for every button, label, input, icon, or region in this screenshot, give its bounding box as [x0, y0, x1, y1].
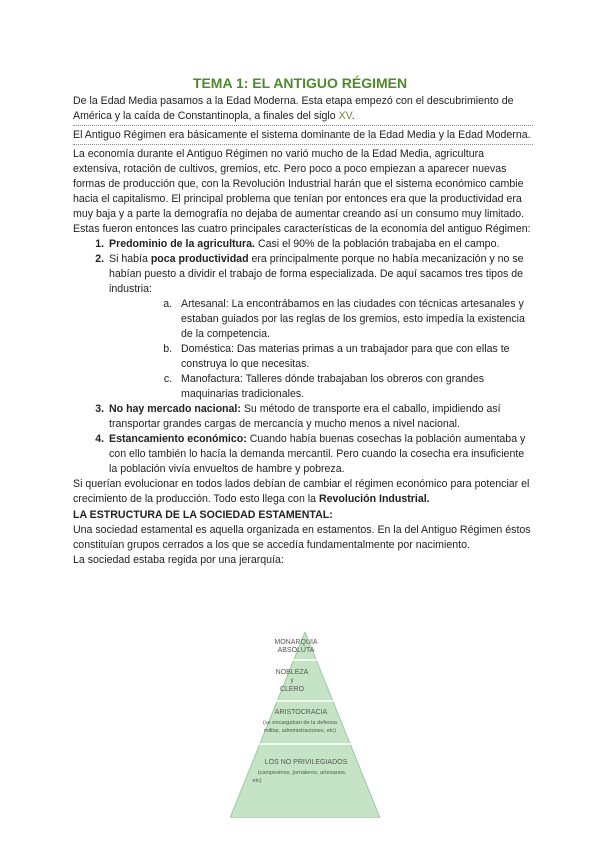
- intro-paragraph-3: La economía durante el Antiguo Régimen no varió mucho de la Edad Media, agricultura extensiva, rotación de cultivos, gremios, etc. Pero poco a poco empiezan a aparecer nuevas formas de producción que, con la Revolución Industrial harán que el sistema económico cambie hacia el capitalismo. El principal problema que tenían por entonces era que la productividad era muy baja y a parte la demografía no dejaba de aumentar creando así un consumo muy limitado.: [73, 148, 525, 220]
- list-item: 4. Estancamiento económico: Cuando había buenas cosechas la población aumentaba y con ello también lo hacía la demanda mercantil. Pero cuando la cosecha era insuficiente la población vivía envueltos de hambre y pobreza.: [107, 432, 533, 477]
- tier-2-label: CLERO: [279, 686, 305, 693]
- section-paragraph-2: La sociedad estaba regida por una jerarquía:: [73, 554, 284, 566]
- document-body: [73, 94, 533, 568]
- tier-4-desc: (campesinos, jornaleros, artesanos,: [257, 770, 347, 776]
- list-item: a. Artesanal: La encontrábamos en las ciudades con técnicas artesanales y estaban guiados por las reglas de los gremios, esto impedía la existencia de la competencia.: [175, 297, 533, 342]
- industry-types-list: [109, 297, 533, 402]
- tier-2-label: y: [290, 678, 294, 684]
- tier-2-label: NOBLEZA: [275, 669, 309, 676]
- tier-3-desc: militar, administraciones, etc): [263, 728, 337, 734]
- characteristics-list: [73, 237, 533, 477]
- century-highlight: XV: [338, 110, 352, 122]
- tier-4-title: LOS NO PRIVILEGIADOS: [264, 759, 348, 766]
- tier-1-label: ABSOLUTA: [277, 647, 315, 654]
- list-item: c. Manofactura: Talleres dónde trabajaban los obreros con grandes maquinarias tradicionales.: [175, 372, 533, 402]
- section-heading: LA ESTRUCTURA DE LA SOCIEDAD ESTAMENTAL:: [73, 509, 333, 521]
- intro-paragraph-2: El Antiguo Régimen era básicamente el sistema dominante de la Edad Media y la Edad Moderna.: [73, 128, 533, 145]
- intro-paragraph-4: Estas fueron entonces las cuatro principales características de la economía del antiguo Régimen:: [73, 223, 531, 235]
- tier-3-title: ARISTOCRACIA: [274, 709, 328, 716]
- closing-paragraph: Si querían evolucionar en todos lados debían de cambiar el régimen económico para potenciar el crecimiento de la producción. Todo esto llega con la Revolución Industrial.: [73, 478, 530, 505]
- social-pyramid-diagram: [230, 632, 380, 818]
- intro-paragraph-1: De la Edad Media pasamos a la Edad Moderna. Esta etapa empezó con el descubrimiento de América y la caída de Constantinopla, a finales del siglo XV.: [73, 94, 533, 126]
- list-item: 1. Predominio de la agricultura. Casi el 90% de la población trabajaba en el campo.: [107, 237, 533, 252]
- list-item: 2. Si había poca productividad era principalmente porque no había mecanización y no se habían puesto a dividir el trabajo de forma especializada. De aquí sacamos tres tipos de industria: a. Artesanal: La encontrábamos en las ciudades con técnicas artesanales y estaban guiados por las reglas de los gremios, esto impedía la existencia de la competencia. b. Doméstica: Das materias primas a un trabajador para que con ellas te construya lo que necesitas. c. Manofactura: Talleres dónde trabajaban los obreros con grandes maquinarias tradicionales.: [107, 252, 533, 402]
- tier-3-desc: (se encargaban de la defensa: [262, 720, 338, 726]
- document-title: TEMA 1: EL ANTIGUO RÉGIMEN: [192, 75, 408, 91]
- section-paragraph-1: Una sociedad estamental es aquella organizada en estamentos. En la del Antiguo Régimen éstos constituían grupos cerrados a los que se accedía fundamentalmente por nacimiento.: [73, 524, 531, 551]
- list-item: b. Doméstica: Das materias primas a un trabajador para que con ellas te construya lo que necesitas.: [175, 342, 533, 372]
- tier-1-label: MONARQUIA: [274, 639, 318, 646]
- list-item: 3. No hay mercado nacional: Su método de transporte era el caballo, impidiendo así transportar grandes cargas de mercancía y mucho menos a nivel nacional.: [107, 402, 533, 432]
- tier-4-desc: etc): [252, 778, 262, 784]
